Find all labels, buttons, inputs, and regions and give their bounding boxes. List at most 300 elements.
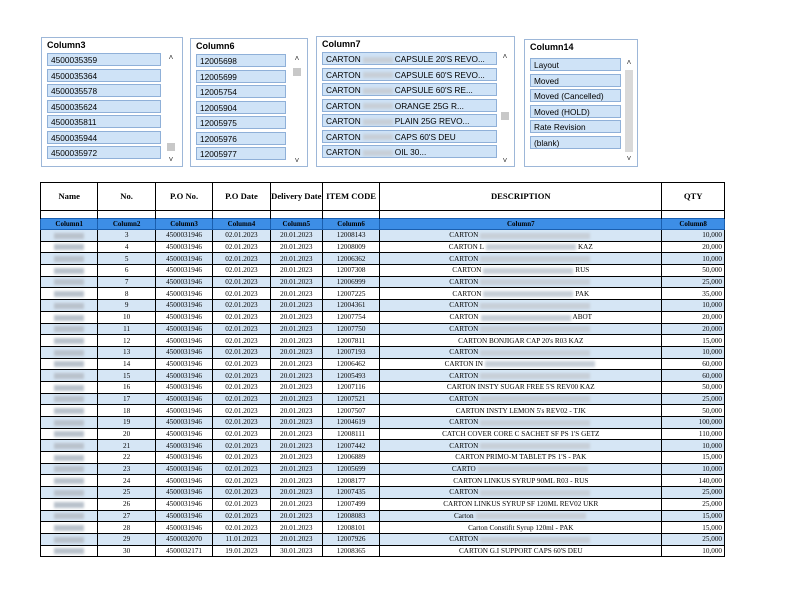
column-header[interactable]: No. bbox=[98, 183, 155, 211]
name-cell bbox=[41, 498, 98, 510]
desc-prefix: CARTON INSTY SUGAR FREE 5'S REV00 KAZ bbox=[446, 383, 595, 392]
cell-no: 13 bbox=[98, 346, 155, 358]
slicer-item[interactable]: Moved bbox=[530, 74, 621, 87]
table-row bbox=[41, 323, 725, 335]
redacted-text bbox=[54, 233, 84, 239]
table-row bbox=[41, 370, 725, 382]
slicer-item[interactable] bbox=[322, 145, 497, 158]
cell-code: 12008365 bbox=[322, 545, 379, 557]
cell-description bbox=[380, 428, 662, 440]
slicer-item[interactable] bbox=[322, 52, 497, 65]
redacted-text bbox=[363, 134, 393, 140]
slicer-item[interactable]: Rate Revision bbox=[530, 120, 621, 133]
name-cell bbox=[41, 381, 98, 393]
cell-no: 6 bbox=[98, 265, 155, 277]
table-row bbox=[41, 311, 725, 323]
name-cell bbox=[41, 288, 98, 300]
cell-no: 20 bbox=[98, 428, 155, 440]
redacted-text bbox=[54, 338, 84, 344]
cell-no: 4 bbox=[98, 241, 155, 253]
name-cell bbox=[41, 311, 98, 323]
cell-description bbox=[380, 335, 662, 347]
table-row bbox=[41, 253, 725, 265]
column-filter-header[interactable]: Column4 bbox=[213, 219, 270, 230]
cell-qty: 50,000 bbox=[662, 265, 725, 277]
name-cell bbox=[41, 405, 98, 417]
item-suffix: PLAIN 25G REVO... bbox=[394, 116, 470, 126]
cell-pod: 02.01.2023 bbox=[213, 241, 270, 253]
cell-po: 4500031946 bbox=[155, 487, 212, 499]
slicer-item[interactable]: 4500035359 bbox=[47, 53, 161, 66]
cell-code: 12008143 bbox=[322, 230, 379, 242]
table-row bbox=[41, 358, 725, 370]
cell-dd: 20.01.2023 bbox=[270, 288, 322, 300]
slicer-item[interactable]: (blank) bbox=[530, 136, 621, 149]
redacted-text bbox=[483, 291, 573, 297]
cell-description bbox=[380, 510, 662, 522]
cell-pod: 02.01.2023 bbox=[213, 417, 270, 429]
redacted-text bbox=[54, 466, 84, 472]
cell-code: 12007116 bbox=[322, 381, 379, 393]
redacted-text bbox=[54, 490, 84, 496]
table-row bbox=[41, 487, 725, 499]
cell-description bbox=[380, 475, 662, 487]
cell-dd: 20.01.2023 bbox=[270, 346, 322, 358]
redacted-text bbox=[480, 537, 590, 543]
scroll-up-icon[interactable]: ˄ bbox=[294, 54, 300, 63]
redacted-text bbox=[54, 361, 84, 367]
cell-po: 4500032070 bbox=[155, 533, 212, 545]
redacted-text bbox=[363, 150, 393, 156]
cell-code: 12006999 bbox=[322, 276, 379, 288]
scroll-down-icon[interactable]: ˅ bbox=[626, 154, 632, 163]
desc-prefix: CARTON bbox=[449, 371, 479, 380]
desc-prefix: CARTON bbox=[452, 266, 482, 275]
scrollbar[interactable] bbox=[624, 58, 634, 164]
cell-description bbox=[380, 230, 662, 242]
cell-dd: 20.01.2023 bbox=[270, 393, 322, 405]
column-filter-header[interactable]: Column6 bbox=[322, 219, 379, 230]
redacted-text bbox=[478, 466, 588, 472]
cell-no: 14 bbox=[98, 358, 155, 370]
cell-description bbox=[380, 276, 662, 288]
table-row bbox=[41, 498, 725, 510]
redacted-text bbox=[54, 350, 84, 356]
column-filter-header[interactable]: Column1 bbox=[41, 219, 98, 230]
scroll-up-icon[interactable]: ˄ bbox=[626, 58, 632, 67]
name-cell bbox=[41, 230, 98, 242]
cell-dd: 20.01.2023 bbox=[270, 428, 322, 440]
redacted-text bbox=[480, 350, 590, 356]
cell-description bbox=[380, 463, 662, 475]
slicer-column14 bbox=[524, 39, 638, 167]
redacted-text bbox=[54, 502, 84, 508]
slicer-item[interactable]: 12005904 bbox=[196, 101, 286, 114]
table-row bbox=[41, 545, 725, 557]
cell-description bbox=[380, 487, 662, 499]
cell-dd: 20.01.2023 bbox=[270, 417, 322, 429]
desc-prefix: CARTON bbox=[449, 301, 479, 310]
slicer-item[interactable]: 12005754 bbox=[196, 85, 286, 98]
column-filter-header[interactable]: Column8 bbox=[662, 219, 725, 230]
redacted-text bbox=[363, 72, 393, 78]
cell-qty: 100,000 bbox=[662, 417, 725, 429]
desc-prefix: CARTON G.I SUPPORT CAPS 60'S DEU bbox=[458, 546, 583, 555]
desc-prefix: CARTO bbox=[451, 465, 476, 474]
scroll-thumb[interactable] bbox=[293, 68, 301, 76]
cell-pod: 02.01.2023 bbox=[213, 475, 270, 487]
redacted-text bbox=[485, 361, 595, 367]
cell-qty: 35,000 bbox=[662, 288, 725, 300]
redacted-text bbox=[480, 303, 590, 309]
desc-prefix: CARTON INSTY LEMON 5's REV02 - TJK bbox=[455, 406, 586, 415]
slicer-item[interactable]: Layout bbox=[530, 58, 621, 71]
desc-prefix: CATCH COVER CORE C SACHET SF PS 1'S GETZ bbox=[442, 430, 600, 439]
cell-po: 4500031946 bbox=[155, 335, 212, 347]
item-prefix: CARTON bbox=[326, 116, 361, 126]
slicer-item[interactable]: 4500035624 bbox=[47, 100, 161, 113]
scroll-thumb[interactable] bbox=[625, 70, 633, 152]
cell-qty: 10,000 bbox=[662, 346, 725, 358]
cell-code: 12007225 bbox=[322, 288, 379, 300]
cell-pod: 02.01.2023 bbox=[213, 288, 270, 300]
cell-pod: 02.01.2023 bbox=[213, 276, 270, 288]
table-row bbox=[41, 346, 725, 358]
cell-description bbox=[380, 393, 662, 405]
column-filter-header[interactable]: Column5 bbox=[270, 219, 322, 230]
table-row bbox=[41, 463, 725, 475]
name-cell bbox=[41, 545, 98, 557]
slicer-item[interactable]: Moved (HOLD) bbox=[530, 105, 621, 118]
cell-description bbox=[380, 452, 662, 464]
cell-pod: 02.01.2023 bbox=[213, 463, 270, 475]
desc-prefix: CARTON LINKUS SYRUP 90ML R03 - RUS bbox=[453, 476, 589, 485]
cell-po: 4500031946 bbox=[155, 428, 212, 440]
column-header[interactable]: P.O No. bbox=[155, 183, 212, 211]
desc-prefix: CARTON bbox=[449, 231, 479, 240]
desc-prefix: CARTON IN bbox=[444, 359, 483, 368]
cell-dd: 20.01.2023 bbox=[270, 230, 322, 242]
scrollbar[interactable] bbox=[500, 52, 510, 166]
redacted-text bbox=[483, 268, 573, 274]
redacted-text bbox=[54, 478, 84, 484]
desc-prefix: CARTON PRIMO-M TABLET PS 1'S - PAK bbox=[455, 453, 587, 462]
slicer-item[interactable] bbox=[322, 114, 497, 127]
table-row bbox=[41, 335, 725, 347]
redacted-text bbox=[480, 420, 590, 426]
scroll-up-icon[interactable]: ˄ bbox=[502, 52, 508, 61]
slicer-item[interactable]: 4500035811 bbox=[47, 115, 161, 128]
cell-po: 4500031946 bbox=[155, 323, 212, 335]
cell-description bbox=[380, 545, 662, 557]
cell-qty: 20,000 bbox=[662, 311, 725, 323]
cell-pod: 02.01.2023 bbox=[213, 405, 270, 417]
cell-code: 12006889 bbox=[322, 452, 379, 464]
item-suffix: CAPSULE 60'S REVO... bbox=[394, 69, 485, 80]
column-filter-header[interactable]: Column3 bbox=[155, 219, 212, 230]
cell-pod: 02.01.2023 bbox=[213, 522, 270, 534]
slicer-item[interactable] bbox=[322, 99, 497, 112]
cell-code: 12007308 bbox=[322, 265, 379, 277]
scrollbar[interactable] bbox=[166, 53, 176, 165]
cell-qty: 20,000 bbox=[662, 241, 725, 253]
item-prefix: CARTON bbox=[326, 131, 361, 142]
slicer-title: Column6 bbox=[196, 41, 235, 51]
cell-code: 12007926 bbox=[322, 533, 379, 545]
redacted-text bbox=[54, 396, 84, 402]
slicer-item[interactable]: Moved (Cancelled) bbox=[530, 89, 621, 102]
slicer-column7 bbox=[316, 36, 515, 167]
scroll-down-icon[interactable]: ˅ bbox=[168, 155, 174, 164]
table-row bbox=[41, 393, 725, 405]
cell-dd: 20.01.2023 bbox=[270, 463, 322, 475]
table-row bbox=[41, 440, 725, 452]
cell-code: 12008111 bbox=[322, 428, 379, 440]
name-cell bbox=[41, 440, 98, 452]
cell-qty: 15,000 bbox=[662, 510, 725, 522]
cell-pod: 02.01.2023 bbox=[213, 346, 270, 358]
cell-description bbox=[380, 440, 662, 452]
table-row bbox=[41, 230, 725, 242]
cell-no: 16 bbox=[98, 381, 155, 393]
desc-suffix: RUS bbox=[575, 266, 590, 275]
column-header[interactable]: Delivery Date bbox=[270, 183, 322, 211]
cell-code: 12006462 bbox=[322, 358, 379, 370]
cell-po: 4500031946 bbox=[155, 370, 212, 382]
name-cell bbox=[41, 335, 98, 347]
cell-code: 12007754 bbox=[322, 311, 379, 323]
slicer-item[interactable]: 12005975 bbox=[196, 116, 286, 129]
cell-code: 12007811 bbox=[322, 335, 379, 347]
desc-prefix: Carton bbox=[454, 511, 474, 520]
redacted-text bbox=[54, 385, 84, 391]
redacted-text bbox=[480, 443, 590, 449]
slicer-item[interactable]: 12005977 bbox=[196, 147, 286, 160]
name-cell bbox=[41, 487, 98, 499]
cell-no: 15 bbox=[98, 370, 155, 382]
cell-dd: 20.01.2023 bbox=[270, 370, 322, 382]
cell-qty: 60,000 bbox=[662, 370, 725, 382]
scroll-up-icon[interactable]: ˄ bbox=[168, 53, 174, 62]
cell-qty: 20,000 bbox=[662, 323, 725, 335]
cell-dd: 20.01.2023 bbox=[270, 381, 322, 393]
redacted-text bbox=[363, 103, 393, 109]
scroll-thumb[interactable] bbox=[501, 112, 509, 120]
column-header[interactable]: P.O Date bbox=[213, 183, 270, 211]
item-suffix: CAPSULE 60'S RE... bbox=[394, 85, 473, 95]
cell-code: 12004619 bbox=[322, 417, 379, 429]
cell-po: 4500031946 bbox=[155, 463, 212, 475]
desc-prefix: Carton Constifit Syrup 120ml - PAK bbox=[468, 523, 574, 532]
cell-dd: 20.01.2023 bbox=[270, 253, 322, 265]
redacted-text bbox=[480, 396, 590, 402]
slicer-item[interactable]: 4500035578 bbox=[47, 84, 161, 97]
cell-dd: 20.01.2023 bbox=[270, 300, 322, 312]
redacted-text bbox=[363, 119, 393, 125]
cell-code: 12007499 bbox=[322, 498, 379, 510]
redacted-text bbox=[486, 244, 576, 250]
redacted-text bbox=[480, 373, 590, 379]
cell-qty: 25,000 bbox=[662, 498, 725, 510]
cell-pod: 02.01.2023 bbox=[213, 300, 270, 312]
cell-pod: 02.01.2023 bbox=[213, 510, 270, 522]
redacted-text bbox=[54, 513, 84, 519]
redacted-text bbox=[54, 408, 84, 414]
desc-prefix: CARTON bbox=[449, 313, 479, 322]
scroll-down-icon[interactable]: ˅ bbox=[294, 156, 300, 165]
desc-prefix: CARTON bbox=[449, 535, 479, 544]
redacted-text bbox=[54, 537, 84, 543]
cell-no: 3 bbox=[98, 230, 155, 242]
cell-po: 4500031946 bbox=[155, 265, 212, 277]
item-prefix: CARTON bbox=[326, 54, 361, 64]
cell-pod: 02.01.2023 bbox=[213, 452, 270, 464]
cell-qty: 25,000 bbox=[662, 487, 725, 499]
cell-pod: 02.01.2023 bbox=[213, 487, 270, 499]
name-cell bbox=[41, 533, 98, 545]
item-prefix: CARTON bbox=[326, 147, 361, 157]
cell-dd: 20.01.2023 bbox=[270, 510, 322, 522]
cell-code: 12008009 bbox=[322, 241, 379, 253]
cell-description bbox=[380, 381, 662, 393]
cell-no: 27 bbox=[98, 510, 155, 522]
cell-no: 29 bbox=[98, 533, 155, 545]
column-header[interactable]: Name bbox=[41, 183, 98, 211]
cell-pod: 02.01.2023 bbox=[213, 370, 270, 382]
cell-dd: 20.01.2023 bbox=[270, 475, 322, 487]
cell-no: 22 bbox=[98, 452, 155, 464]
cell-dd: 20.01.2023 bbox=[270, 452, 322, 464]
slicer-item[interactable] bbox=[322, 130, 497, 143]
cell-description bbox=[380, 253, 662, 265]
cell-code: 12004361 bbox=[322, 300, 379, 312]
item-suffix: ORANGE 25G R... bbox=[394, 100, 464, 111]
column-header[interactable]: DESCRIPTION bbox=[380, 183, 662, 211]
redacted-text bbox=[54, 244, 84, 250]
name-cell bbox=[41, 522, 98, 534]
redacted-text bbox=[54, 443, 84, 449]
redacted-text bbox=[481, 315, 571, 321]
redacted-text bbox=[54, 525, 84, 531]
cell-description bbox=[380, 533, 662, 545]
redacted-text bbox=[54, 315, 84, 321]
cell-no: 9 bbox=[98, 300, 155, 312]
cell-no: 5 bbox=[98, 253, 155, 265]
name-cell bbox=[41, 323, 98, 335]
cell-po: 4500031946 bbox=[155, 346, 212, 358]
cell-pod: 02.01.2023 bbox=[213, 381, 270, 393]
redacted-text bbox=[54, 455, 84, 461]
slicer-item[interactable]: 4500035972 bbox=[47, 146, 161, 159]
cell-qty: 25,000 bbox=[662, 533, 725, 545]
cell-po: 4500031946 bbox=[155, 381, 212, 393]
cell-dd: 20.01.2023 bbox=[270, 265, 322, 277]
column-header[interactable]: ITEM CODE bbox=[322, 183, 379, 211]
slicer-item[interactable]: 12005698 bbox=[196, 54, 286, 67]
cell-po: 4500031946 bbox=[155, 276, 212, 288]
slicer-item[interactable] bbox=[322, 83, 497, 96]
scroll-down-icon[interactable]: ˅ bbox=[502, 156, 508, 165]
cell-no: 23 bbox=[98, 463, 155, 475]
slicer-item[interactable] bbox=[322, 68, 497, 81]
name-cell bbox=[41, 276, 98, 288]
desc-prefix: CARTON bbox=[449, 324, 479, 333]
cell-no: 28 bbox=[98, 522, 155, 534]
cell-po: 4500031946 bbox=[155, 440, 212, 452]
cell-pod: 02.01.2023 bbox=[213, 230, 270, 242]
cell-qty: 50,000 bbox=[662, 405, 725, 417]
cell-description bbox=[380, 358, 662, 370]
column-filter-header[interactable]: Column7 bbox=[380, 219, 662, 230]
cell-no: 25 bbox=[98, 487, 155, 499]
redacted-text bbox=[54, 256, 84, 262]
name-cell bbox=[41, 300, 98, 312]
name-cell bbox=[41, 393, 98, 405]
desc-prefix: CARTON bbox=[449, 441, 479, 450]
cell-qty: 10,000 bbox=[662, 463, 725, 475]
cell-qty: 140,000 bbox=[662, 475, 725, 487]
desc-prefix: CARTON LINKUS SYRUP SF 120ML REV02 UKR bbox=[443, 500, 599, 509]
slicer-item[interactable]: 12005699 bbox=[196, 70, 286, 83]
cell-description bbox=[380, 498, 662, 510]
slicer-item[interactable]: 12005976 bbox=[196, 132, 286, 145]
scroll-thumb[interactable] bbox=[167, 143, 175, 151]
slicer-item[interactable]: 4500035364 bbox=[47, 69, 161, 82]
cell-dd: 20.01.2023 bbox=[270, 487, 322, 499]
cell-description bbox=[380, 346, 662, 358]
cell-description bbox=[380, 311, 662, 323]
cell-po: 4500031946 bbox=[155, 510, 212, 522]
cell-dd: 20.01.2023 bbox=[270, 498, 322, 510]
column-header[interactable]: QTY bbox=[662, 183, 725, 211]
table-row bbox=[41, 533, 725, 545]
slicer-column3 bbox=[41, 37, 183, 167]
cell-pod: 02.01.2023 bbox=[213, 335, 270, 347]
cell-po: 4500031946 bbox=[155, 498, 212, 510]
cell-no: 12 bbox=[98, 335, 155, 347]
redacted-text bbox=[480, 233, 590, 239]
item-prefix: CARTON bbox=[326, 85, 361, 95]
name-cell bbox=[41, 370, 98, 382]
cell-dd: 20.01.2023 bbox=[270, 440, 322, 452]
desc-suffix: PAK bbox=[575, 289, 590, 298]
cell-code: 12008101 bbox=[322, 522, 379, 534]
name-cell bbox=[41, 475, 98, 487]
cell-qty: 50,000 bbox=[662, 381, 725, 393]
desc-prefix: CARTON bbox=[449, 348, 479, 357]
cell-qty: 10,000 bbox=[662, 230, 725, 242]
table-row bbox=[41, 288, 725, 300]
slicer-item[interactable]: 4500035944 bbox=[47, 131, 161, 144]
cell-pod: 02.01.2023 bbox=[213, 393, 270, 405]
cell-code: 12007507 bbox=[322, 405, 379, 417]
cell-po: 4500031946 bbox=[155, 288, 212, 300]
redacted-text bbox=[54, 291, 84, 297]
cell-no: 21 bbox=[98, 440, 155, 452]
scrollbar[interactable] bbox=[292, 54, 302, 166]
redacted-text bbox=[480, 279, 590, 285]
cell-po: 4500031946 bbox=[155, 452, 212, 464]
column-filter-header[interactable]: Column2 bbox=[98, 219, 155, 230]
cell-description bbox=[380, 417, 662, 429]
cell-qty: 10,000 bbox=[662, 253, 725, 265]
cell-pod: 02.01.2023 bbox=[213, 358, 270, 370]
cell-qty: 60,000 bbox=[662, 358, 725, 370]
cell-po: 4500032171 bbox=[155, 545, 212, 557]
name-cell bbox=[41, 358, 98, 370]
cell-no: 30 bbox=[98, 545, 155, 557]
cell-po: 4500031946 bbox=[155, 522, 212, 534]
